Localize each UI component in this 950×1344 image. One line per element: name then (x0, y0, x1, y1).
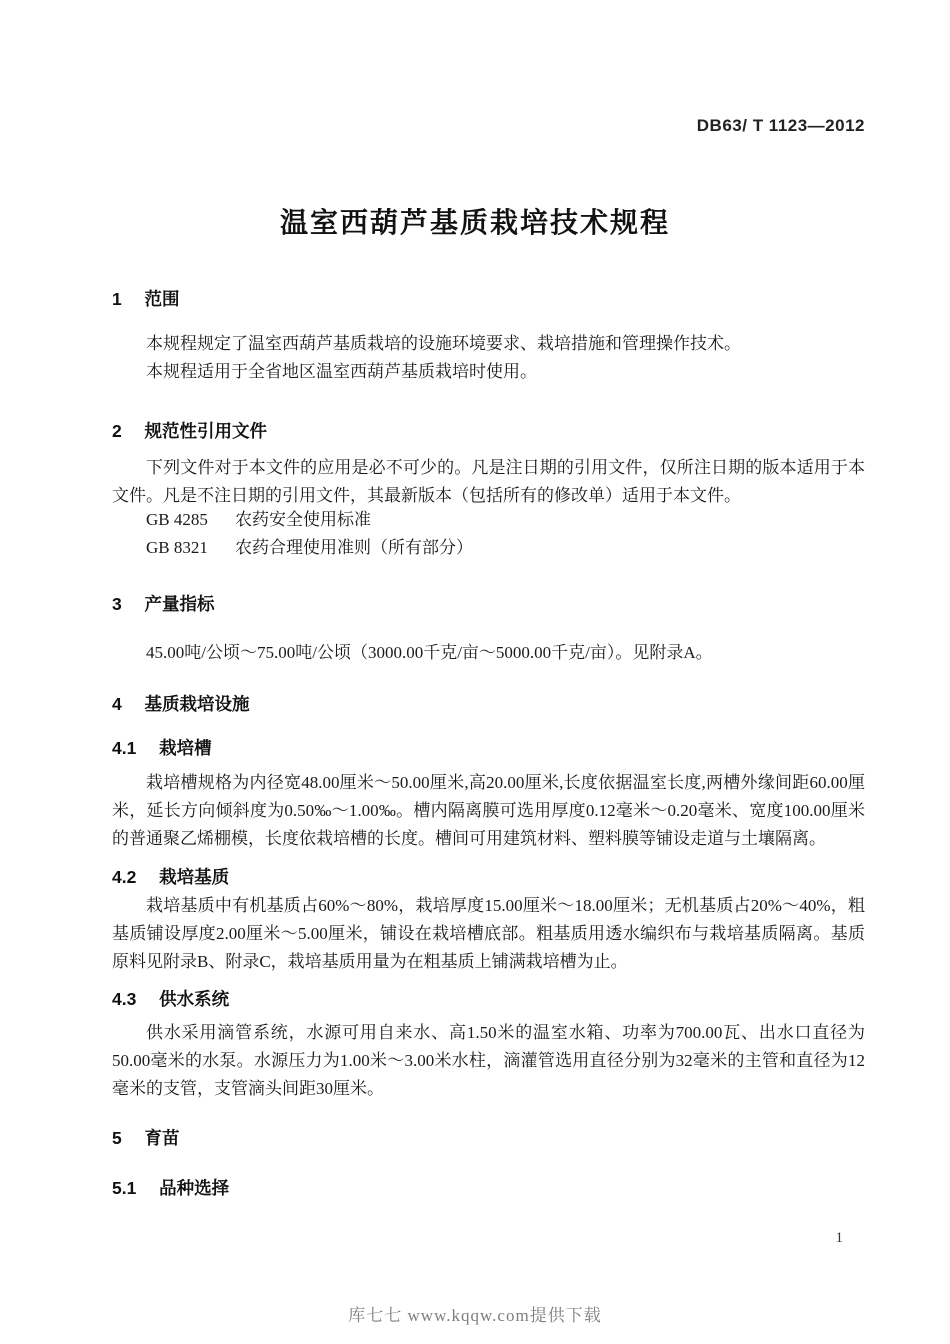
section-number: 1 (112, 289, 122, 309)
watermark-text: 库七七 www.kqqw.com提供下载 (348, 1306, 602, 1325)
section-1-body (112, 330, 865, 386)
section-title: 供水系统 (159, 989, 230, 1009)
paragraph: 栽培槽规格为内径宽48.00厘米～50.00厘米,高20.00厘米,长度依据温室长度,两槽外缘间距60.00厘米，延长方向倾斜度为0.50‰～1.00‰。槽内隔离膜可选用厚度0.12毫米～0.20毫米、宽度100.00厘米的普通聚乙烯棚模，长度依栽培槽的长度。槽间可用建筑材料、塑料膜等铺设走道与土壤隔离。 (112, 773, 865, 848)
section-title: 栽培基质 (159, 867, 230, 887)
paragraph: 本规程适用于全省地区温室西葫芦基质栽培时使用。 (146, 362, 537, 381)
paragraph: 本规程规定了温室西葫芦基质栽培的设施环境要求、栽培措施和管理操作技术。 (146, 334, 741, 353)
page-title: 温室西葫芦基质栽培技术规程 (279, 207, 670, 238)
section-2-heading (112, 418, 865, 443)
reference-code: GB 4285 (146, 510, 208, 529)
doc-code: DB63/ T 1123—2012 (696, 116, 865, 135)
section-number: 4 (112, 694, 122, 714)
normative-references-list (112, 506, 865, 562)
section-title: 产量指标 (144, 594, 215, 614)
reference-name: 农药合理使用准则（所有部分） (235, 538, 474, 557)
reference-item (112, 506, 865, 534)
reference-item (112, 534, 865, 562)
section-number: 4.2 (112, 867, 137, 887)
section-number: 2 (112, 421, 122, 441)
section-4-2-heading (112, 864, 865, 889)
page-number: 1 (835, 1230, 843, 1246)
section-4-1-heading (112, 735, 865, 760)
paragraph: 供水采用滴管系统，水源可用自来水、高1.50米的温室水箱、功率为700.00瓦、出水口直径为50.00毫米的水泵。水源压力为1.00米～3.00米水柱，滴灌管选用直径分别为32毫米的主管和直径为12毫米的支管，支管滴头间距30厘米。 (112, 1023, 865, 1098)
section-title: 品种选择 (159, 1178, 230, 1198)
section-5-heading (112, 1125, 865, 1150)
section-number: 5 (112, 1128, 122, 1148)
section-title: 育苗 (144, 1128, 180, 1148)
section-4-3-heading (112, 986, 865, 1011)
section-number: 4.3 (112, 989, 137, 1009)
section-4-heading (112, 691, 865, 716)
reference-code: GB 8321 (146, 538, 208, 557)
section-title: 基质栽培设施 (144, 694, 250, 714)
section-1-heading (112, 286, 865, 311)
paragraph: 45.00吨/公顷～75.00吨/公顷（3000.00千克/亩～5000.00千克/亩）。见附录A。 (146, 643, 713, 662)
paragraph: 栽培基质中有机基质占60%～80%，栽培厚度15.00厘米～18.00厘米；无机基质占20%～40%，粗基质铺设厚度2.00厘米～5.00厘米，铺设在栽培槽底部。粗基质用透水编织布与栽培基质隔离。基质原料见附录B、附录C，栽培基质用量为在粗基质上铺满栽培槽为止。 (112, 896, 865, 971)
section-title: 栽培槽 (159, 738, 212, 758)
section-number: 5.1 (112, 1178, 137, 1198)
section-title: 规范性引用文件 (144, 421, 267, 441)
section-number: 3 (112, 594, 122, 614)
section-title: 范围 (144, 289, 180, 309)
paragraph: 下列文件对于本文件的应用是必不可少的。凡是注日期的引用文件，仅所注日期的版本适用于本文件。凡是不注日期的引用文件，其最新版本（包括所有的修改单）适用于本文件。 (112, 458, 865, 505)
section-number: 4.1 (112, 738, 137, 758)
reference-name: 农药安全使用标准 (235, 510, 372, 529)
section-3-heading (112, 591, 865, 616)
section-5-1-heading (112, 1175, 865, 1200)
